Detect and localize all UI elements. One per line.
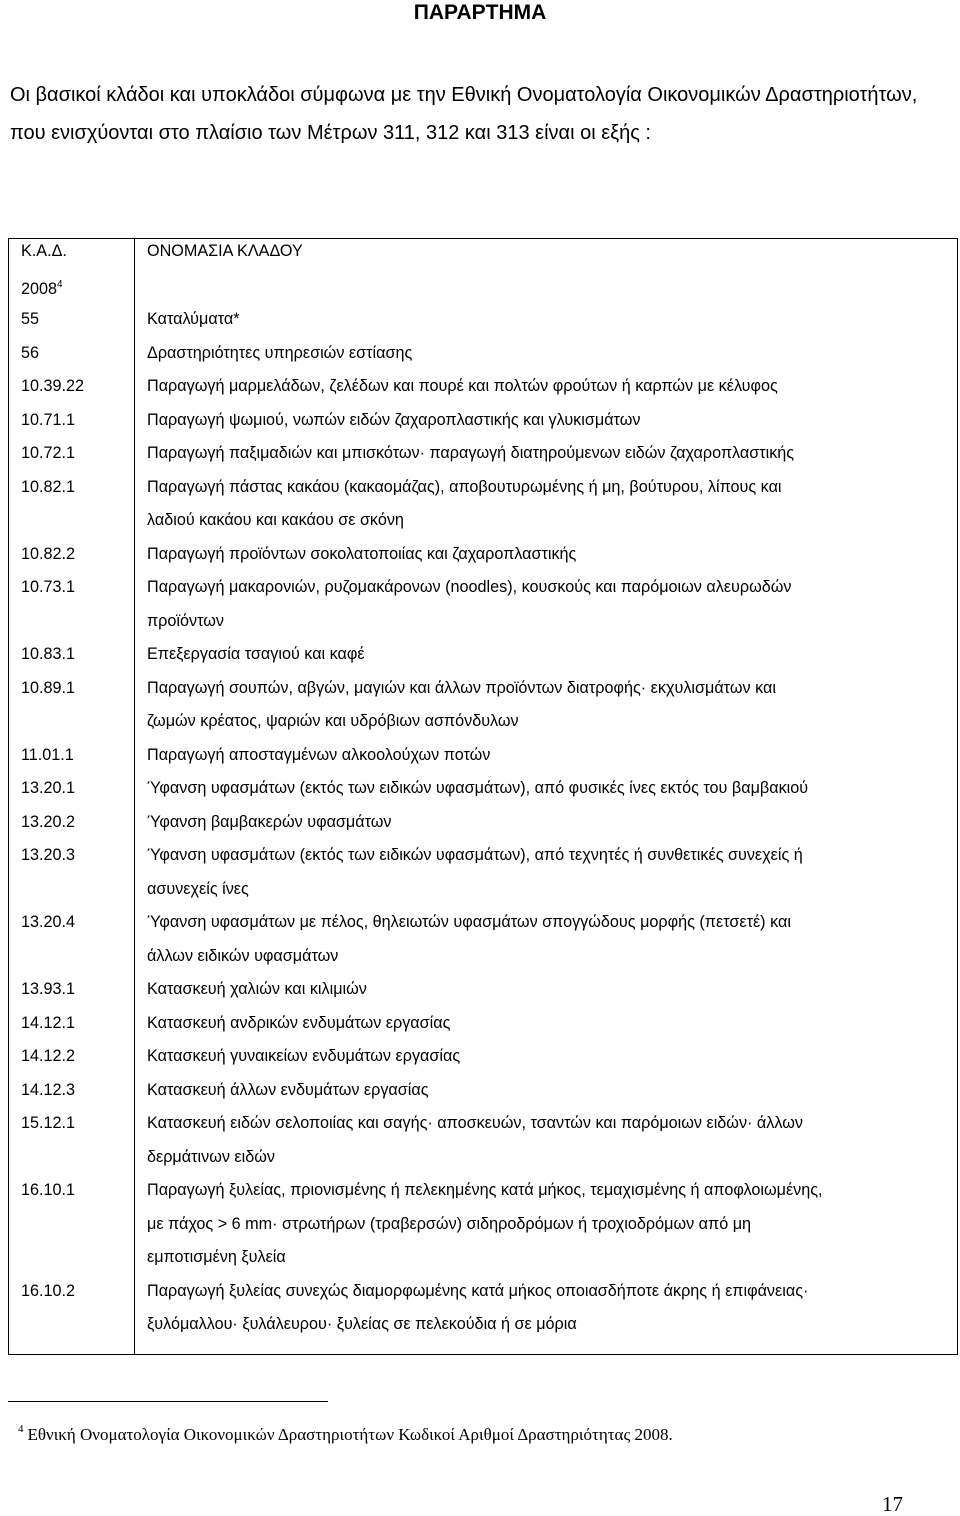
table-row-name: Ύφανση υφασμάτων με πέλος, θηλειωτών υφασμάτων σπογγώδους μορφής (πετσετέ) και [147, 913, 791, 931]
table-row-name: Παραγωγή ψωμιού, νωπών ειδών ζαχαροπλαστικής και γλυκισμάτων [147, 411, 641, 429]
table-row-code: 16.10.1 [21, 1181, 76, 1199]
table-row-name: με πάχος > 6 mm· στρωτήρων (τραβερσών) σιδηροδρόμων ή τροχιοδρόμων από μη [147, 1215, 752, 1233]
footnote-text: Εθνική Ονοματολογία Οικονομικών Δραστηριοτήτων Κωδικοί Αριθμοί Δραστηριότητας 2008. [27, 1425, 673, 1444]
footnote-mark: 4 [18, 1423, 24, 1435]
table-row-name: εμποτισμένη ξυλεία [147, 1248, 286, 1266]
table-row-code: 14.12.3 [21, 1081, 76, 1099]
table-row-name: Παραγωγή παξιμαδιών και μπισκότων· παραγωγή διατηρούμενων ειδών ζαχαροπλαστικής [147, 444, 795, 462]
table-row-name: Παραγωγή μακαρονιών, ρυζομακάρονων (noodles), κουσκούς και παρόμοιων αλευρωδών [147, 578, 792, 596]
table-row-code: 10.39.22 [21, 377, 85, 395]
header-code-line2 [21, 275, 63, 299]
table-row-code: 10.83.1 [21, 645, 76, 663]
table-row-code: 10.82.2 [21, 545, 76, 563]
table-row-code: 56 [21, 344, 40, 362]
table-row-name: άλλων ειδικών υφασμάτων [147, 947, 339, 965]
table-row-name: Ύφανση βαμβακερών υφασμάτων [147, 813, 392, 831]
header-code-year: 2008 [21, 280, 58, 298]
page-title: ΠΑΡΑΡΤΗΜΑ [413, 1, 547, 24]
table-row-code: 14.12.1 [21, 1014, 76, 1032]
table-row-name: προϊόντων [147, 612, 224, 630]
table-row-code: 13.20.4 [21, 913, 76, 931]
table-row-name: Παραγωγή ξυλείας συνεχώς διαμορφωμένης κατά μήκος οποιασδήποτε άκρης ή επιφάνειας· [147, 1282, 809, 1300]
table-row-name: Κατασκευή ανδρικών ενδυμάτων εργασίας [147, 1014, 451, 1032]
header-sector-name: ΟΝΟΜΑΣΙΑ ΚΛΑΔΟΥ [147, 242, 303, 260]
table-row-name: Παραγωγή πάστας κακάου (κακαομάζας), αποβουτυρωμένης ή μη, βούτυρου, λίπους και [147, 478, 782, 496]
intro-paragraph: Οι βασικοί κλάδοι και υποκλάδοι σύμφωνα με την Εθνική Ονοματολογία Οικονομικών Δραστηριοτήτων, που ενισχύονται στο πλαίσιο των Μέτρων 311, 312 και 313 είναι οι εξής : [10, 84, 918, 144]
table-row-name: ζωμών κρέατος, ψαριών και υδρόβιων ασπόνδυλων [147, 712, 519, 730]
table-row-name: Κατασκευή γυναικείων ενδυμάτων εργασίας [147, 1047, 461, 1065]
sector-code-table [8, 238, 958, 1355]
table-row-code: 16.10.2 [21, 1282, 76, 1300]
footnote-rule [8, 1401, 328, 1402]
table-row-name: ξυλόμαλλου· ξυλάλευρου· ξυλείας σε πελεκούδια ή σε μόρια [147, 1315, 577, 1333]
table-row-code: 15.12.1 [21, 1114, 76, 1132]
table-row-name: Ύφανση υφασμάτων (εκτός των ειδικών υφασμάτων), από τεχνητές ή συνθετικές συνεχείς ή [147, 846, 803, 864]
table-row-code: 55 [21, 310, 40, 328]
table-row-code: 13.20.2 [21, 813, 76, 831]
table-row-code: 11.01.1 [21, 746, 74, 764]
table-row-name: Δραστηριότητες υπηρεσιών εστίασης [147, 344, 413, 362]
page-number: 17 [882, 1492, 903, 1516]
table-row-code: 10.89.1 [21, 679, 76, 697]
table-row-name: ασυνεχείς ίνες [147, 880, 249, 898]
table-row-code: 10.72.1 [21, 444, 76, 462]
table-row-code: 10.73.1 [21, 578, 76, 596]
header-code-line1: Κ.Α.Δ. [21, 242, 67, 260]
table-row-code: 13.20.3 [21, 846, 76, 864]
table-row-name: δερμάτινων ειδών [147, 1148, 275, 1166]
table-row-name: λαδιού κακάου και κακάου σε σκόνη [147, 511, 404, 529]
table-row-name: Ύφανση υφασμάτων (εκτός των ειδικών υφασμάτων), από φυσικές ίνες εκτός του βαμβακιού [147, 779, 809, 797]
table-row-name: Κατασκευή ειδών σελοποιίας και σαγής· αποσκευών, τσαντών και παρόμοιων ειδών· άλλων [147, 1114, 803, 1132]
table-row-name: Παραγωγή αποσταγμένων αλκοολούχων ποτών [147, 746, 491, 764]
table-row-code: 14.12.2 [21, 1047, 76, 1065]
footnote [18, 1418, 948, 1446]
table-row-name: Παραγωγή μαρμελάδων, ζελέδων και πουρέ και πολτών φρούτων ή καρπών με κέλυφος [147, 377, 778, 395]
table-row-name: Καταλύματα* [147, 310, 240, 328]
table-row-name: Παραγωγή ξυλείας, πριονισμένης ή πελεκημένης κατά μήκος, τεμαχισμένης ή αποφλοιωμένης, [147, 1181, 823, 1199]
column-divider [134, 239, 135, 1354]
table-row-code: 10.71.1 [21, 411, 76, 429]
table-row-code: 13.20.1 [21, 779, 76, 797]
footnote-reference: 4 [57, 279, 63, 290]
table-row-name: Κατασκευή χαλιών και κιλιμιών [147, 980, 367, 998]
table-row-code: 10.82.1 [21, 478, 76, 496]
table-row-name: Κατασκευή άλλων ενδυμάτων εργασίας [147, 1081, 429, 1099]
table-row-name: Παραγωγή σουπών, αβγών, μαγιών και άλλων προϊόντων διατροφής· εκχυλισμάτων και [147, 679, 776, 697]
table-row-code: 13.93.1 [21, 980, 76, 998]
table-row-name: Παραγωγή προϊόντων σοκολατοποιίας και ζαχαροπλαστικής [147, 545, 577, 563]
table-row-name: Επεξεργασία τσαγιού και καφέ [147, 645, 365, 663]
